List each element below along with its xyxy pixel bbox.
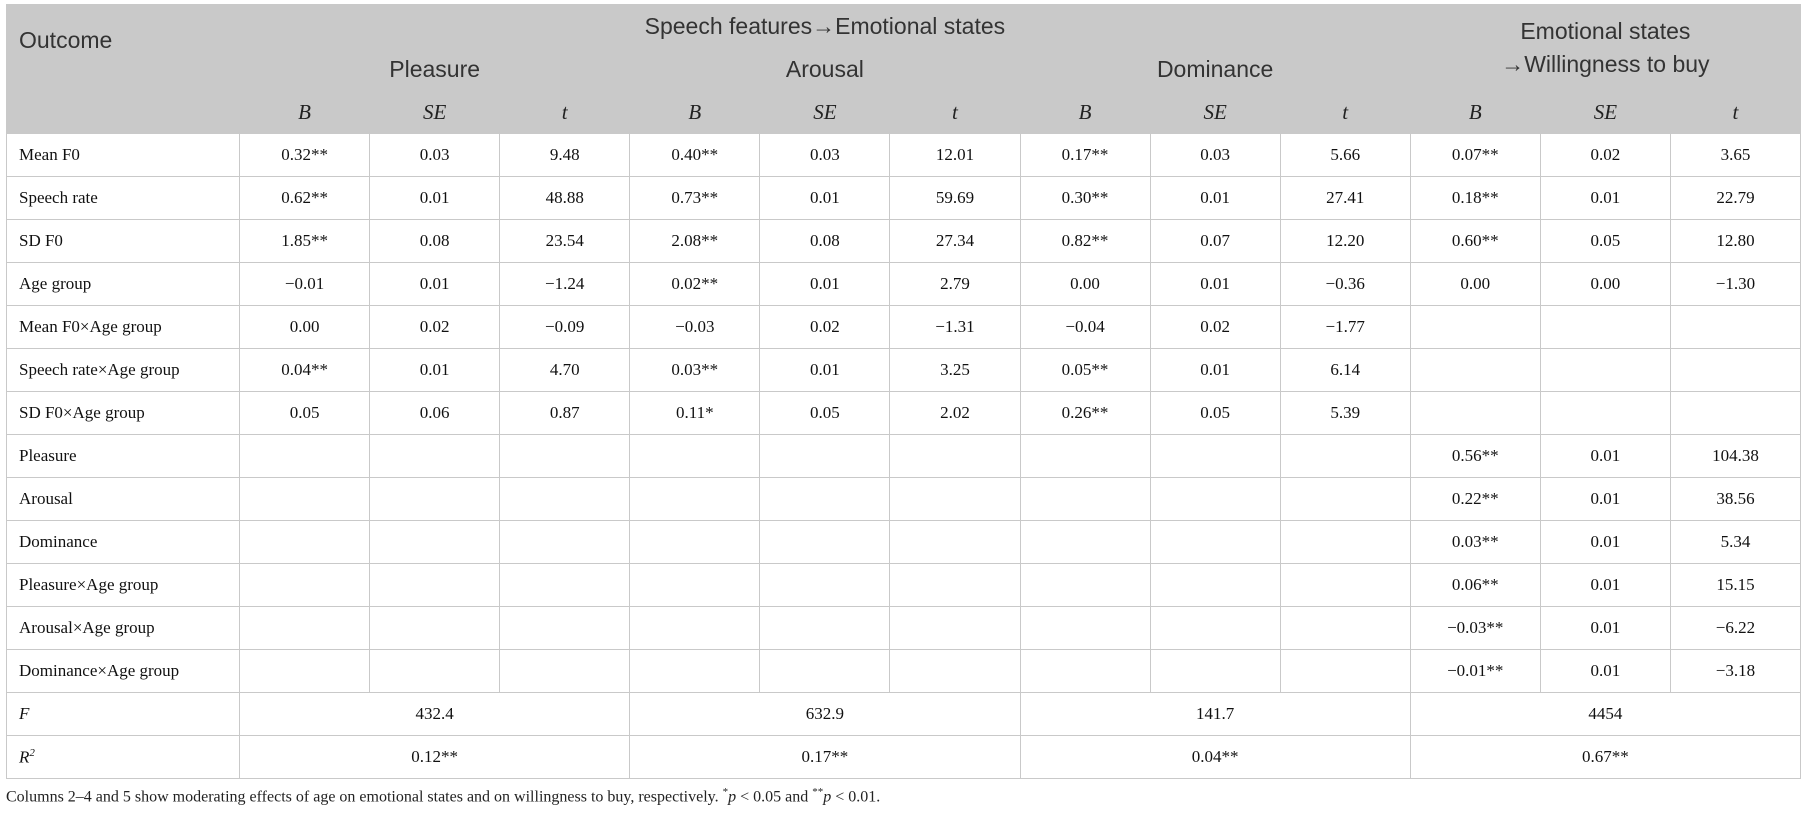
r2-stat-row xyxy=(7,736,1801,779)
table-cell xyxy=(1280,435,1410,478)
table-cell: 0.40** xyxy=(630,134,760,177)
table-cell: 0.03** xyxy=(1410,521,1540,564)
table-cell: 0.87 xyxy=(500,392,630,435)
table-header xyxy=(7,5,1801,134)
table-stats xyxy=(7,693,1801,779)
table-cell xyxy=(1280,607,1410,650)
arousal-header: Arousal xyxy=(630,48,1020,91)
col-t-header: t xyxy=(1670,91,1800,134)
table-row xyxy=(7,607,1801,650)
table-cell xyxy=(630,478,760,521)
table-cell: −3.18 xyxy=(1670,650,1800,693)
table-cell: 0.01 xyxy=(1540,177,1670,220)
table-cell xyxy=(890,650,1020,693)
table-row xyxy=(7,521,1801,564)
f-stat-value: 432.4 xyxy=(240,693,630,736)
table-cell: 0.60** xyxy=(1410,220,1540,263)
willingness-group-header xyxy=(1410,5,1800,91)
table-cell xyxy=(630,564,760,607)
table-cell xyxy=(630,435,760,478)
table-cell: 0.01 xyxy=(760,263,890,306)
table-cell: 12.80 xyxy=(1670,220,1800,263)
table-cell xyxy=(760,521,890,564)
table-cell xyxy=(370,521,500,564)
table-cell: 0.00 xyxy=(240,306,370,349)
col-b-header: B xyxy=(240,91,370,134)
table-cell xyxy=(1020,435,1150,478)
table-cell xyxy=(240,607,370,650)
table-cell: 0.02 xyxy=(760,306,890,349)
r2-stat-value: 0.12** xyxy=(240,736,630,779)
col-se-header: SE xyxy=(1540,91,1670,134)
table-cell xyxy=(630,607,760,650)
table-cell: 15.15 xyxy=(1670,564,1800,607)
col-se-header: SE xyxy=(760,91,890,134)
table-cell: 27.34 xyxy=(890,220,1020,263)
table-cell xyxy=(1020,478,1150,521)
speech-features-group-header: Speech features→Emotional states xyxy=(240,5,1411,48)
table-cell: 0.01 xyxy=(370,177,500,220)
footnote-star: * xyxy=(722,786,729,798)
table-cell xyxy=(1280,478,1410,521)
row-label: Dominance xyxy=(7,521,240,564)
results-table-container xyxy=(6,4,1801,779)
table-cell xyxy=(370,435,500,478)
table-cell: 0.05 xyxy=(1150,392,1280,435)
table-cell: 0.73** xyxy=(630,177,760,220)
table-cell: 0.07** xyxy=(1410,134,1540,177)
table-cell xyxy=(1540,306,1670,349)
table-cell: 0.05 xyxy=(1540,220,1670,263)
table-cell xyxy=(630,521,760,564)
table-row xyxy=(7,564,1801,607)
table-cell: 0.01 xyxy=(1540,478,1670,521)
table-cell xyxy=(1670,392,1800,435)
table-cell xyxy=(630,650,760,693)
footnote-p: p xyxy=(823,788,832,806)
table-cell: 0.02 xyxy=(1540,134,1670,177)
table-cell xyxy=(1540,349,1670,392)
col-se-header: SE xyxy=(1150,91,1280,134)
table-cell: −0.01** xyxy=(1410,650,1540,693)
table-cell: 12.01 xyxy=(890,134,1020,177)
table-cell: 4.70 xyxy=(500,349,630,392)
table-cell: 3.65 xyxy=(1670,134,1800,177)
row-label: SD F0 xyxy=(7,220,240,263)
table-cell: −0.03 xyxy=(630,306,760,349)
table-cell: −1.24 xyxy=(500,263,630,306)
table-cell: 0.00 xyxy=(1020,263,1150,306)
table-cell: −6.22 xyxy=(1670,607,1800,650)
col-b-header: B xyxy=(1410,91,1540,134)
col-t-header: t xyxy=(1280,91,1410,134)
table-cell: 0.62** xyxy=(240,177,370,220)
table-cell: 0.18** xyxy=(1410,177,1540,220)
table-cell: 2.02 xyxy=(890,392,1020,435)
table-cell: 0.01 xyxy=(370,263,500,306)
table-cell: 27.41 xyxy=(1280,177,1410,220)
row-label: Speech rate xyxy=(7,177,240,220)
col-t-header: t xyxy=(890,91,1020,134)
f-stat-value: 4454 xyxy=(1410,693,1800,736)
table-cell: 0.32** xyxy=(240,134,370,177)
table-cell xyxy=(500,478,630,521)
table-cell: −0.36 xyxy=(1280,263,1410,306)
table-cell: 0.01 xyxy=(760,177,890,220)
table-cell xyxy=(1020,521,1150,564)
table-row xyxy=(7,435,1801,478)
table-cell: 0.08 xyxy=(370,220,500,263)
table-cell: −0.04 xyxy=(1020,306,1150,349)
table-cell: 0.07 xyxy=(1150,220,1280,263)
table-cell: 9.48 xyxy=(500,134,630,177)
table-cell: 59.69 xyxy=(890,177,1020,220)
table-cell: 0.22** xyxy=(1410,478,1540,521)
table-cell: 0.11* xyxy=(630,392,760,435)
table-cell: 0.05** xyxy=(1020,349,1150,392)
footnote-star: ** xyxy=(812,786,824,798)
f-stat-label: F xyxy=(7,693,240,736)
regression-results-table xyxy=(6,4,1801,779)
row-label: Mean F0 xyxy=(7,134,240,177)
table-cell xyxy=(1280,564,1410,607)
table-row xyxy=(7,306,1801,349)
table-cell xyxy=(760,650,890,693)
table-cell: 0.05 xyxy=(760,392,890,435)
table-cell xyxy=(760,435,890,478)
table-cell xyxy=(1020,607,1150,650)
table-cell: 0.01 xyxy=(1540,521,1670,564)
r2-superscript: 2 xyxy=(29,746,35,759)
row-label: Dominance×Age group xyxy=(7,650,240,693)
dominance-header: Dominance xyxy=(1020,48,1410,91)
table-cell: 0.01 xyxy=(1540,650,1670,693)
table-cell xyxy=(1670,349,1800,392)
r2-stat-value: 0.17** xyxy=(630,736,1020,779)
table-cell xyxy=(1280,521,1410,564)
table-cell: 0.06** xyxy=(1410,564,1540,607)
table-row xyxy=(7,177,1801,220)
table-cell: 5.66 xyxy=(1280,134,1410,177)
table-cell: −1.77 xyxy=(1280,306,1410,349)
table-cell xyxy=(1410,349,1540,392)
table-cell xyxy=(370,478,500,521)
table-cell: 0.30** xyxy=(1020,177,1150,220)
f-stat-value: 141.7 xyxy=(1020,693,1410,736)
table-cell xyxy=(500,564,630,607)
f-stat-value: 632.9 xyxy=(630,693,1020,736)
table-footnote xyxy=(6,786,880,806)
table-cell: 0.03** xyxy=(630,349,760,392)
table-body xyxy=(7,134,1801,693)
table-cell: 0.02 xyxy=(370,306,500,349)
row-label: Mean F0×Age group xyxy=(7,306,240,349)
table-cell: 0.05 xyxy=(240,392,370,435)
table-cell: 0.82** xyxy=(1020,220,1150,263)
table-cell: 0.26** xyxy=(1020,392,1150,435)
table-cell xyxy=(370,564,500,607)
footnote-text: < 0.05 and xyxy=(736,788,813,806)
table-cell xyxy=(1150,607,1280,650)
footnote-text: < 0.01. xyxy=(831,788,881,806)
r2-stat-value: 0.04** xyxy=(1020,736,1410,779)
table-cell: 0.03 xyxy=(370,134,500,177)
col-t-header: t xyxy=(500,91,630,134)
table-cell: −0.01 xyxy=(240,263,370,306)
table-cell: 0.02 xyxy=(1150,306,1280,349)
table-cell xyxy=(1410,392,1540,435)
table-cell: 0.00 xyxy=(1540,263,1670,306)
table-cell: 1.85** xyxy=(240,220,370,263)
outcome-header: Outcome xyxy=(7,5,240,91)
table-cell: 0.04** xyxy=(240,349,370,392)
table-cell: 3.25 xyxy=(890,349,1020,392)
table-cell: −1.31 xyxy=(890,306,1020,349)
table-cell: 104.38 xyxy=(1670,435,1800,478)
table-cell: 0.01 xyxy=(1540,607,1670,650)
row-label: Speech rate×Age group xyxy=(7,349,240,392)
table-cell xyxy=(500,521,630,564)
table-cell xyxy=(370,650,500,693)
table-cell: 0.06 xyxy=(370,392,500,435)
table-cell xyxy=(1150,650,1280,693)
r2-stat-value: 0.67** xyxy=(1410,736,1800,779)
table-cell: −1.30 xyxy=(1670,263,1800,306)
table-cell: 0.02** xyxy=(630,263,760,306)
table-cell xyxy=(500,607,630,650)
table-cell: −0.03** xyxy=(1410,607,1540,650)
table-cell: 0.01 xyxy=(1150,263,1280,306)
col-se-header: SE xyxy=(370,91,500,134)
table-cell xyxy=(240,650,370,693)
table-cell xyxy=(1540,392,1670,435)
r2-stat-label xyxy=(7,736,240,779)
pleasure-header: Pleasure xyxy=(240,48,630,91)
table-row xyxy=(7,650,1801,693)
blank-header-cell xyxy=(7,91,240,134)
row-label: SD F0×Age group xyxy=(7,392,240,435)
table-cell: 2.79 xyxy=(890,263,1020,306)
table-cell: 0.03 xyxy=(760,134,890,177)
table-cell: 0.08 xyxy=(760,220,890,263)
willingness-header-line1: Emotional states xyxy=(1520,17,1691,44)
table-cell: 2.08** xyxy=(630,220,760,263)
row-label: Arousal xyxy=(7,478,240,521)
table-row xyxy=(7,478,1801,521)
table-cell xyxy=(240,478,370,521)
row-label: Age group xyxy=(7,263,240,306)
table-cell xyxy=(1150,564,1280,607)
row-label: Pleasure xyxy=(7,435,240,478)
table-cell: −0.09 xyxy=(500,306,630,349)
table-cell: 0.03 xyxy=(1150,134,1280,177)
table-cell xyxy=(890,435,1020,478)
table-cell xyxy=(240,564,370,607)
table-cell: 0.01 xyxy=(1150,177,1280,220)
table-cell: 0.01 xyxy=(1540,564,1670,607)
table-cell: 22.79 xyxy=(1670,177,1800,220)
willingness-header-line2: →Willingness to buy xyxy=(1501,50,1710,77)
table-cell xyxy=(890,478,1020,521)
table-cell xyxy=(890,607,1020,650)
table-cell xyxy=(1410,306,1540,349)
table-cell xyxy=(1020,650,1150,693)
table-cell xyxy=(760,564,890,607)
row-label: Arousal×Age group xyxy=(7,607,240,650)
table-cell xyxy=(760,607,890,650)
table-cell xyxy=(1280,650,1410,693)
table-cell: 0.00 xyxy=(1410,263,1540,306)
table-cell: 5.34 xyxy=(1670,521,1800,564)
footnote-text: Columns 2–4 and 5 show moderating effects of age on emotional states and on willingness to buy, respectively. xyxy=(6,788,723,806)
table-cell: 0.01 xyxy=(1150,349,1280,392)
f-stat-row xyxy=(7,693,1801,736)
table-cell: 0.01 xyxy=(1540,435,1670,478)
table-cell xyxy=(890,564,1020,607)
table-cell xyxy=(500,435,630,478)
row-label: Pleasure×Age group xyxy=(7,564,240,607)
table-cell: 23.54 xyxy=(500,220,630,263)
table-cell: 38.56 xyxy=(1670,478,1800,521)
table-row xyxy=(7,263,1801,306)
table-cell xyxy=(890,521,1020,564)
table-cell: 0.17** xyxy=(1020,134,1150,177)
table-cell xyxy=(240,521,370,564)
table-cell xyxy=(1150,478,1280,521)
table-cell: 0.01 xyxy=(370,349,500,392)
table-cell xyxy=(240,435,370,478)
table-cell: 0.56** xyxy=(1410,435,1540,478)
table-cell xyxy=(500,650,630,693)
footnote-p: p xyxy=(728,788,737,806)
table-cell xyxy=(760,478,890,521)
table-cell: 48.88 xyxy=(500,177,630,220)
table-cell: 5.39 xyxy=(1280,392,1410,435)
table-cell xyxy=(370,607,500,650)
table-row xyxy=(7,349,1801,392)
r2-symbol: R xyxy=(19,747,30,767)
table-cell xyxy=(1020,564,1150,607)
table-cell xyxy=(1150,521,1280,564)
table-row xyxy=(7,220,1801,263)
table-cell: 12.20 xyxy=(1280,220,1410,263)
table-row xyxy=(7,392,1801,435)
table-cell: 0.01 xyxy=(760,349,890,392)
col-b-header: B xyxy=(1020,91,1150,134)
table-cell: 6.14 xyxy=(1280,349,1410,392)
table-cell xyxy=(1150,435,1280,478)
table-cell xyxy=(1670,306,1800,349)
table-row xyxy=(7,134,1801,177)
col-b-header: B xyxy=(630,91,760,134)
